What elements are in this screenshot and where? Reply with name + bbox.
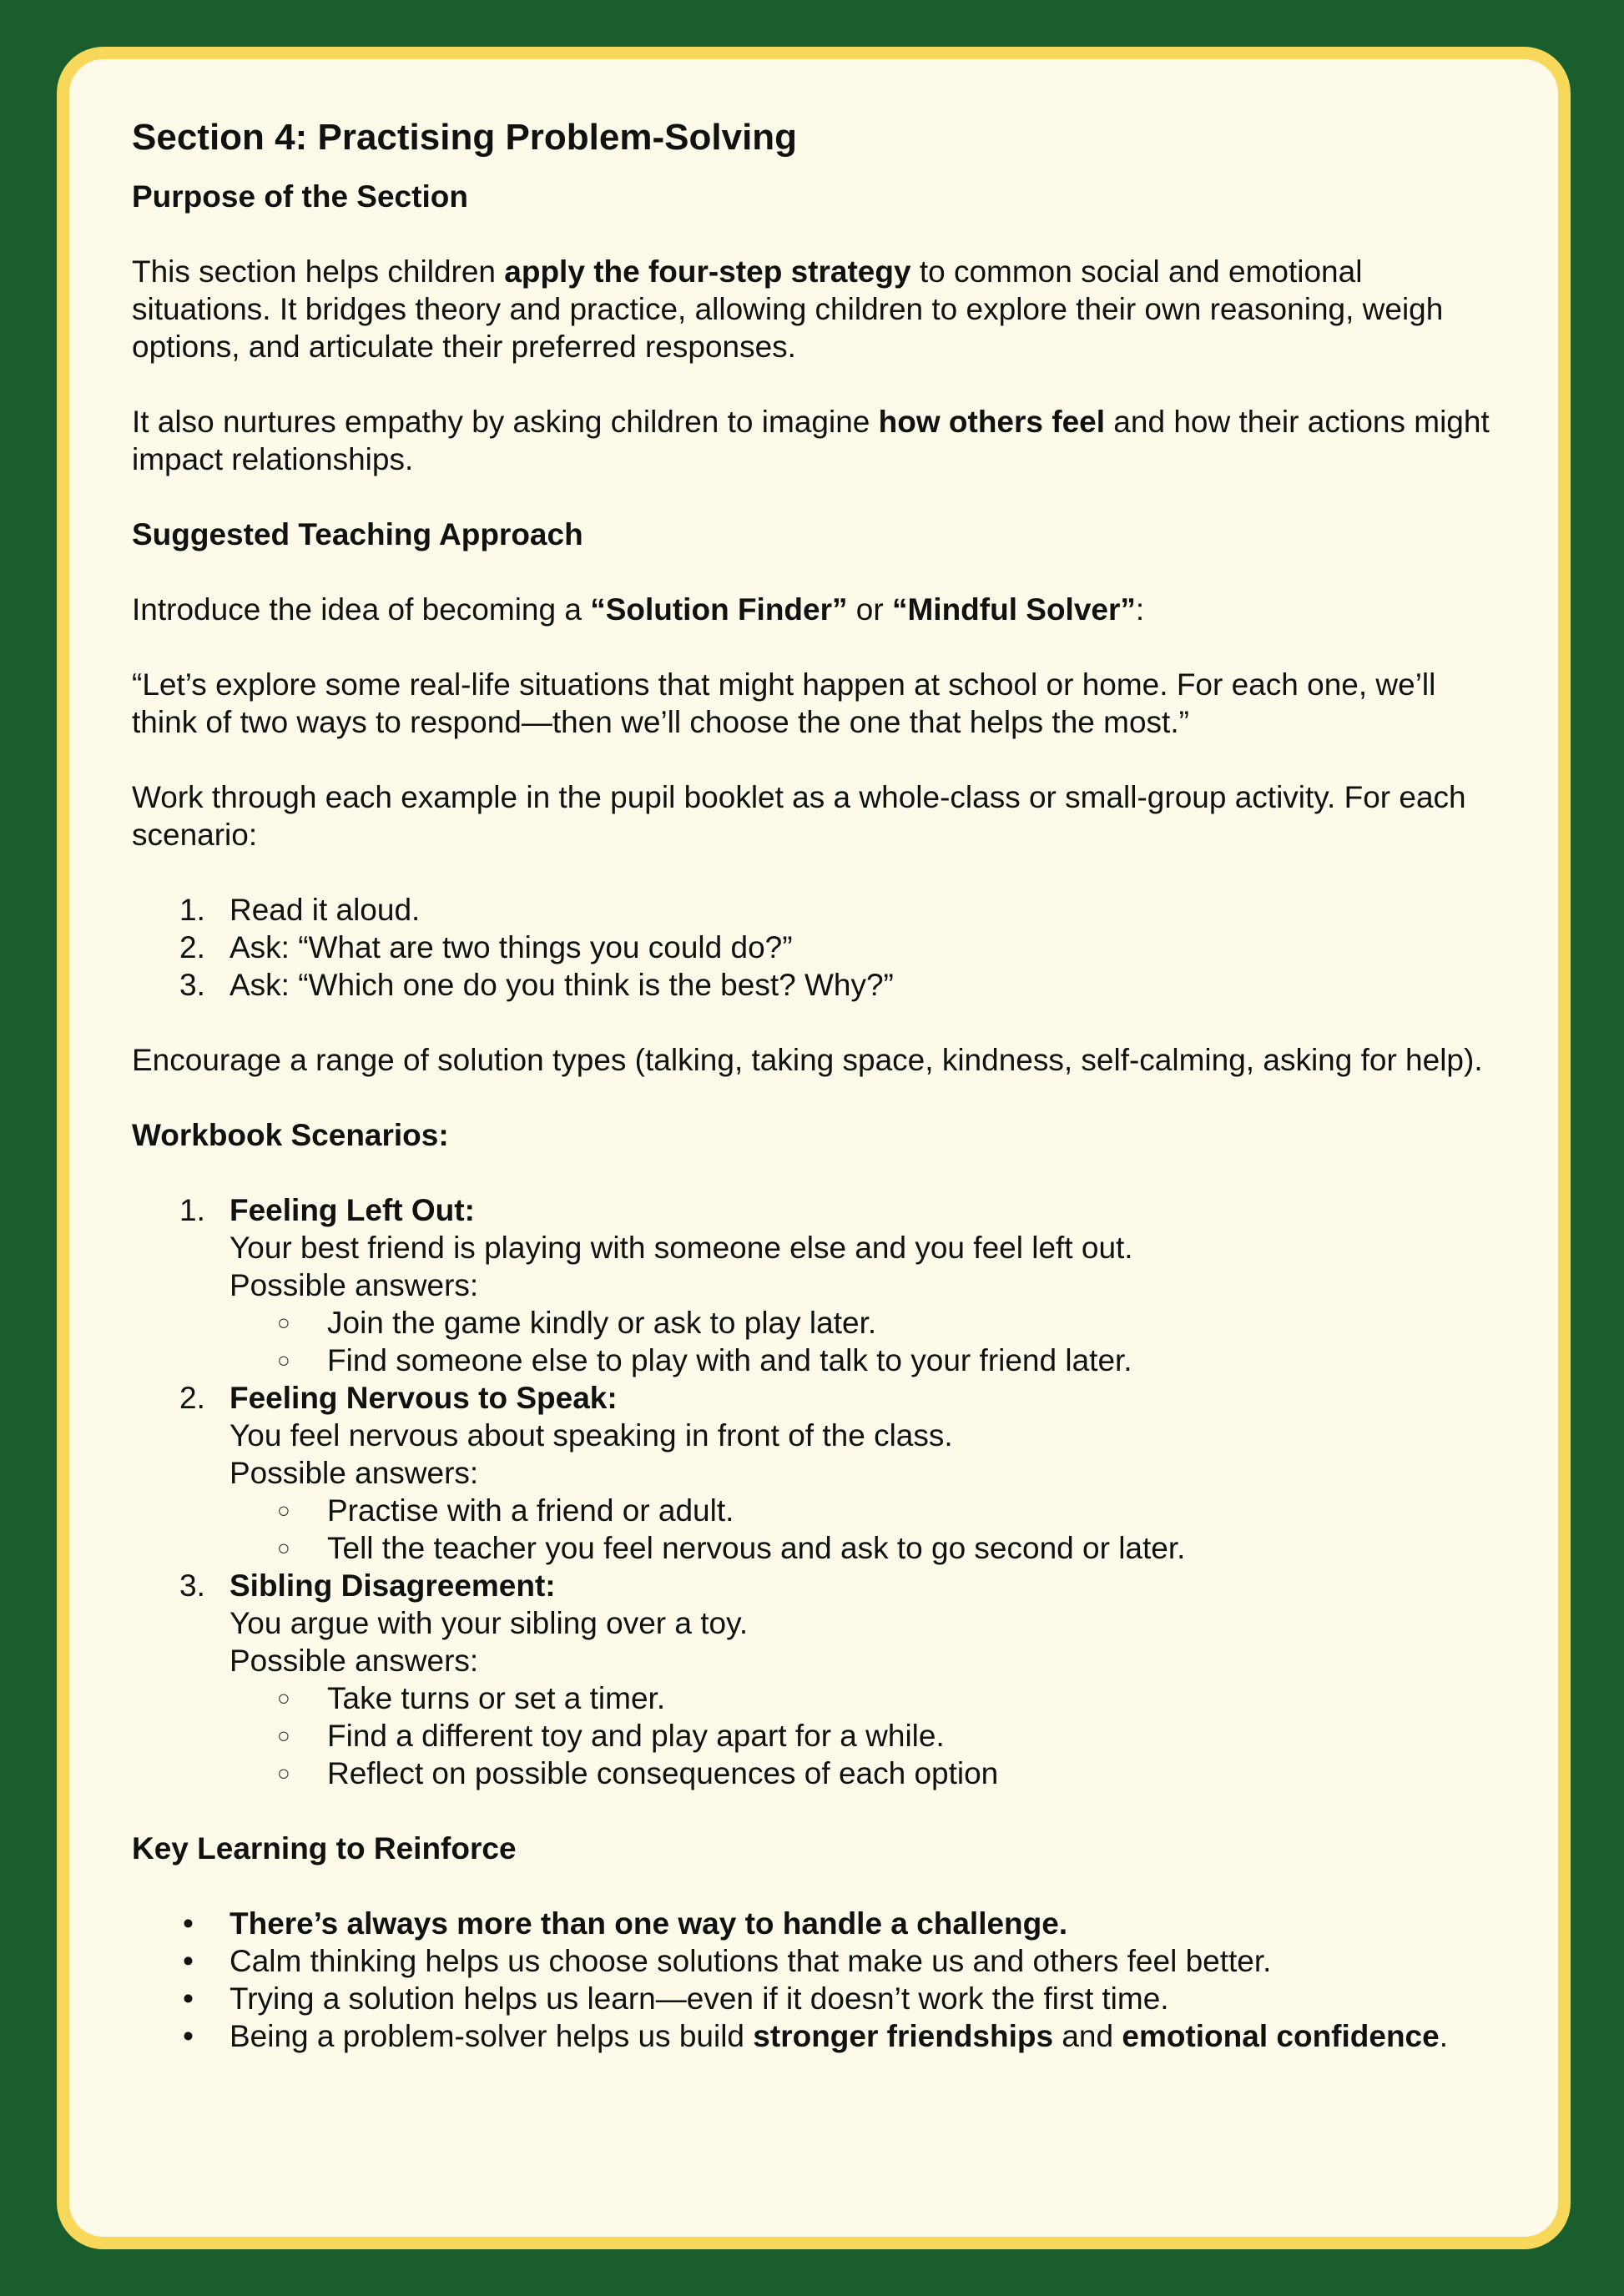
scenario-item: 3. Sibling Disagreement: You argue with your sibling over a toy. Possible answers: (132, 1567, 1508, 1679)
purpose-heading: Purpose of the Section (132, 179, 468, 214)
scenario-title: Sibling Disagreement: (229, 1568, 556, 1603)
approach-heading: Suggested Teaching Approach (132, 517, 583, 551)
list-item: 1. Read it aloud. (179, 893, 421, 927)
scenario-steps-list (132, 891, 1508, 1004)
scenario-item: 1. Feeling Left Out: Your best friend is playing with someone else and you feel left out. Possible answers: (132, 1191, 1508, 1304)
scenario-description: You argue with your sibling over a toy. (229, 1606, 749, 1640)
answer-item: ○ Find a different toy and play apart for a while. (277, 1719, 945, 1753)
scenario-item: 2. Feeling Nervous to Speak: You feel nervous about speaking in front of the class. Possible answers: (132, 1379, 1508, 1492)
list-item: 2. Ask: “What are two things you could do?” (179, 930, 793, 964)
list-item: • Being a problem-solver helps us build stronger friendships and emotional confidence. (183, 2019, 1448, 2053)
purpose-paragraph-1: This section helps children apply the four-step strategy to common social and emotional situations. It bridges theory and practice, allowing children to explore their own reasoning, weigh options, and articulate their preferred responses. (132, 254, 1444, 364)
key-learning-heading: Key Learning to Reinforce (132, 1831, 517, 1866)
answers-label: Possible answers: (229, 1268, 479, 1302)
list-item: • There’s always more than one way to handle a challenge. (183, 1906, 1068, 1941)
scenario-title: Feeling Left Out: (229, 1193, 475, 1227)
list-item: • Calm thinking helps us choose solutions that make us and others feel better. (183, 1944, 1272, 1978)
approach-quote: “Let’s explore some real-life situations that might happen at school or home. For each one, we’ll think of two ways to respond—then we’ll choose the one that helps the most.” (132, 667, 1436, 739)
approach-work: Work through each example in the pupil booklet as a whole-class or small-group activity. For each scenario: (132, 780, 1466, 852)
answer-item: ○ Practise with a friend or adult. (277, 1493, 734, 1528)
scenario-description: You feel nervous about speaking in front of the class. (229, 1418, 953, 1453)
document-content (132, 116, 1508, 2092)
answer-item: ○ Join the game kindly or ask to play later. (277, 1306, 877, 1340)
approach-intro: Introduce the idea of becoming a “Solution Finder” or “Mindful Solver”: (132, 592, 1145, 627)
list-item: 3. Ask: “Which one do you think is the best? Why?” (179, 968, 894, 1002)
approach-encourage: Encourage a range of solution types (talking, taking space, kindness, self-calming, asking for help). (132, 1043, 1483, 1077)
scenario-description: Your best friend is playing with someone else and you feel left out. (229, 1231, 1133, 1265)
answer-item: ○ Find someone else to play with and talk to your friend later. (277, 1343, 1132, 1377)
scenarios-heading: Workbook Scenarios: (132, 1118, 449, 1152)
purpose-paragraph-2: It also nurtures empathy by asking children to imagine how others feel and how their actions might impact relationships. (132, 405, 1490, 476)
list-item: • Trying a solution helps us learn—even if it doesn’t work the first time. (183, 1981, 1169, 2016)
page-card (57, 47, 1571, 2249)
page-title: Section 4: Practising Problem-Solving (132, 117, 798, 158)
scenario-title: Feeling Nervous to Speak: (229, 1381, 618, 1415)
answer-item: ○ Reflect on possible consequences of each option (277, 1756, 999, 1790)
answers-label: Possible answers: (229, 1456, 479, 1490)
answer-item: ○ Take turns or set a timer. (277, 1681, 666, 1715)
answers-label: Possible answers: (229, 1644, 479, 1678)
key-learning-list (132, 1905, 1508, 2055)
scenarios-list (132, 1191, 1508, 1792)
answer-item: ○ Tell the teacher you feel nervous and ask to go second or later. (277, 1531, 1186, 1565)
